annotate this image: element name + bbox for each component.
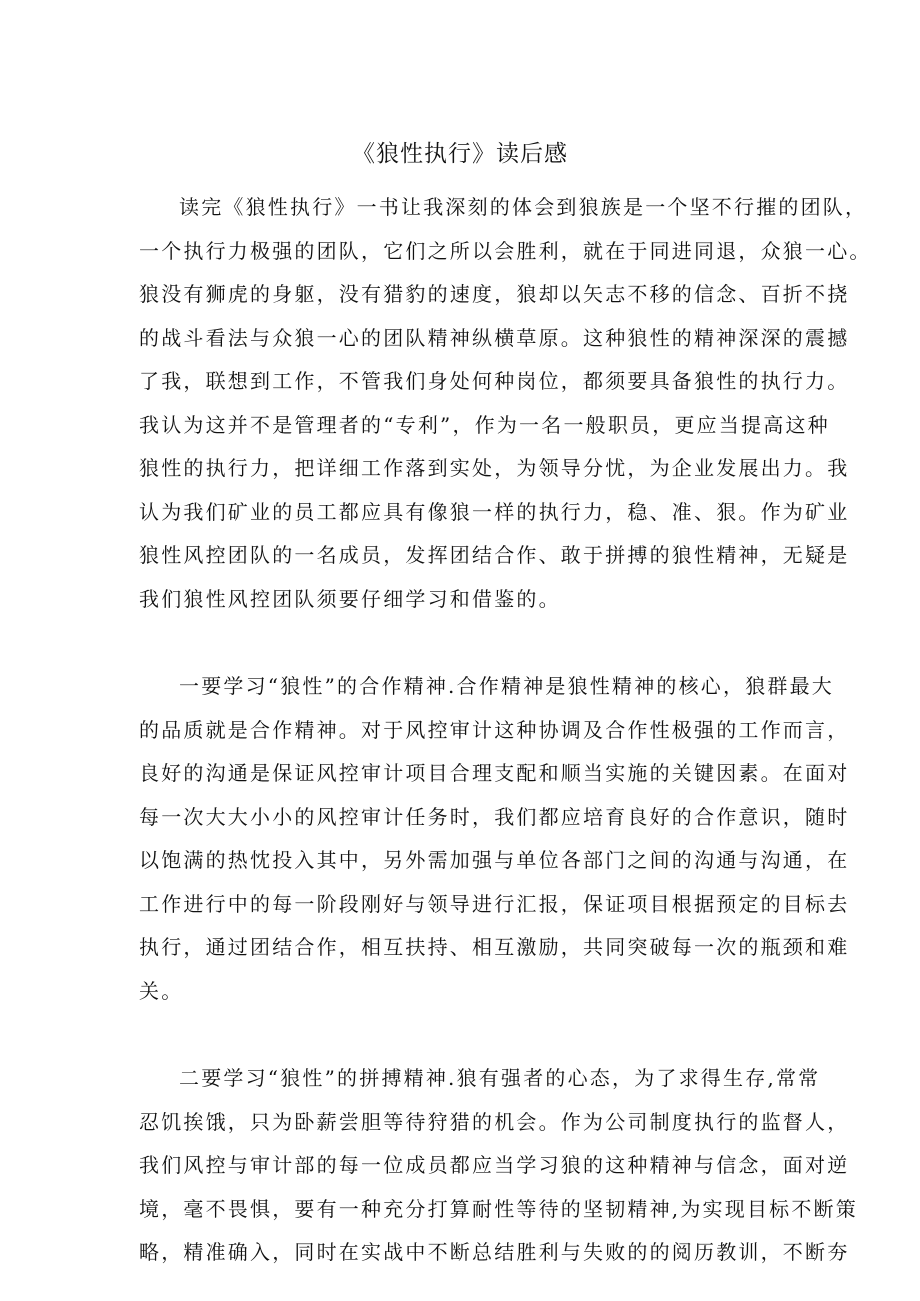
text-line: 狼性风控团队的一名成员，发挥团结合作、敢于拼搏的狼性精神，无疑是 (139, 543, 850, 567)
text-line: 二要学习“狼性”的拼搏精神.狼有强者的心态，为了求得生存,常常 (179, 1066, 821, 1090)
text-line: 一要学习“狼性”的合作精神.合作精神是狼性精神的核心，狼群最大 (179, 674, 835, 698)
document-title: 《狼性执行》读后感 (352, 141, 568, 167)
text-line: 境，毫不畏惧，要有一种充分打算耐性等待的坚韧精神,为实现目标不断策 (139, 1196, 858, 1221)
paragraph-3 (139, 1057, 858, 1275)
text-line: 以饱满的热忱投入其中，另外需加强与单位各部门之间的沟通与沟通，在 (139, 848, 850, 872)
text-line: 执行，通过团结合作，相互扶持、相互激励，共同突破每一次的瓶颈和难 (139, 935, 850, 959)
text-line: 关。 (139, 978, 184, 1003)
paragraph-gap (139, 1013, 785, 1057)
text-line: 读完《狼性执行》一书让我深刻的体会到狼族是一个坚不行摧的团队， (179, 195, 868, 219)
text-line: 一个执行力极强的团队，它们之所以会胜利，就在于同进同退，众狼一心。 (139, 238, 872, 263)
text-line: 狼没有狮虎的身躯，没有猎豹的速度，狼却以矢志不移的信念、百折不挠 (139, 282, 850, 306)
paragraph-1 (139, 186, 872, 621)
paragraph-2 (139, 665, 850, 1013)
text-line: 我认为这并不是管理者的“专利”，作为一名一般职员，更应当提高这种 (139, 412, 830, 437)
text-line: 我们狼性风控团队须要仔细学习和借鉴的。 (139, 586, 561, 611)
document-body (139, 186, 872, 1275)
text-line: 忍饥挨饿，只为卧薪尝胆等待狩猎的机会。作为公司制度执行的监督人， (139, 1109, 850, 1134)
paragraph-gap (139, 621, 785, 665)
text-line: 的品质就是合作精神。对于风控审计这种协调及合作性极强的工作而言， (139, 717, 850, 742)
text-line: 每一次大大小小的风控审计任务时，我们都应培育良好的合作意识，随时 (139, 804, 850, 829)
text-line: 我们风控与审计部的每一位成员都应当学习狼的这种精神与信念，面对逆 (139, 1153, 850, 1177)
text-line: 狼性的执行力，把详细工作落到实处，为领导分忧，为企业发展出力。我 (139, 456, 850, 480)
text-line: 的战斗看法与众狼一心的团队精神纵横草原。这种狼性的精神深深的震撼 (139, 325, 850, 350)
text-line: 了我，联想到工作，不管我们身处何种岗位，都须要具备狼性的执行力。 (139, 369, 850, 393)
text-line: 良好的沟通是保证风控审计项目合理支配和顺当实施的关键因素。在面对 (139, 761, 850, 785)
text-line: 认为我们矿业的员工都应具有像狼一样的执行力，稳、准、狠。作为矿业 (139, 499, 850, 524)
text-line: 工作进行中的每一阶段刚好与领导进行汇报，保证项目根据预定的目标去 (139, 891, 850, 916)
text-line: 略，精准确入，同时在实战中不断总结胜利与失败的的阅历教训，不断夯 (139, 1240, 850, 1264)
